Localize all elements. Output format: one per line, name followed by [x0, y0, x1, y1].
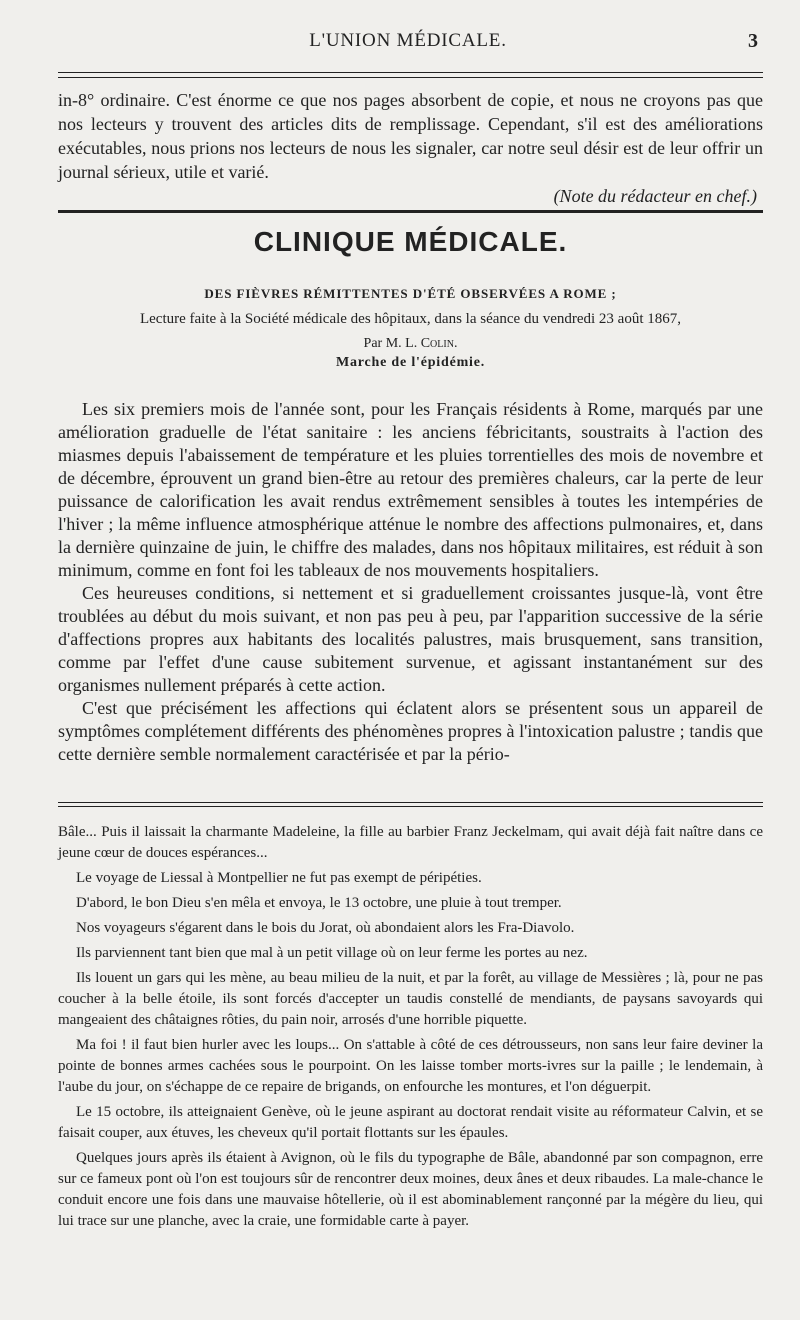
feuilleton-paragraph: Ils parviennent tant bien que mal à un petit village où on leur ferme les portes au nez. — [76, 945, 588, 961]
article-body — [58, 398, 763, 766]
author-name: Colin. — [420, 336, 458, 351]
author-line — [58, 336, 763, 352]
feuilleton-paragraph: D'abord, le bon Dieu s'en mêla et envoya, le 13 octobre, une pluie à tout tremper. — [76, 895, 562, 911]
body-paragraph: C'est que précisément les affections qui éclatent alors se présentent sous un appareil de symptômes complétement différents des phénomènes propres à l'intoxication palustre ; tandis que cette dernière semble normalement caractérisée et par la pério- — [58, 698, 763, 764]
editor-note — [58, 88, 763, 208]
editor-note-text: in-8° ordinaire. C'est énorme ce que nos pages absorbent de copie, et nous ne croyons pas que nos lecteurs y trouvent des articles dits de remplissage. Cependant, s'il est des améliorations exécutables, nous prions nos lecteurs de nous les signaler, car notre seul désir est de leur offrir un journal sérieux, utile et varié. — [58, 90, 763, 182]
feuilleton-paragraph: Quelques jours après ils étaient à Avignon, où le fils du typographe de Bâle, abandonné par son compagnon, erre sur ce fameux pont où l'on est toujours sûr de rencontrer deux moines, deux ânes et deux ribaudes. La male-chance le conduit encore une fois dans une mauvaise hôtellerie, où il est abominablement rançonné par la mégère du lieu, qui lui trace sur une planche, avec la craie, une formidable carte à payer. — [58, 1150, 763, 1229]
editor-signature: (Note du rédacteur en chef.) — [553, 186, 757, 206]
feuilleton-paragraph: Nos voyageurs s'égarent dans le bois du Jorat, où abondaient alors les Fra-Diavolo. — [76, 920, 575, 936]
article-title: DES FIÈVRES RÉMITTENTES D'ÉTÉ OBSERVÉES A ROME ; — [204, 286, 617, 301]
feuilleton-paragraph: Bâle... Puis il laissait la charmante Madeleine, la fille au barbier Franz Jeckelmam, qui avait déjà fait naître dans ce jeune cœur de douces espérances... — [58, 824, 763, 861]
section-rule — [58, 210, 763, 213]
section-title: CLINIQUE MÉDICALE. — [253, 226, 568, 257]
feuilleton-text — [58, 822, 763, 1236]
lecture-note: Lecture faite à la Société médicale des hôpitaux, dans la séance du vendredi 23 août 1867, — [139, 311, 682, 327]
section-subheading: Marche de l'épidémie. — [335, 355, 486, 370]
feuilleton-rule — [58, 802, 763, 803]
journal-title: L'UNION MÉDICALE. — [309, 30, 507, 51]
author-prefix: Par M. L. — [363, 336, 418, 351]
page-number: 3 — [748, 30, 758, 52]
running-head — [58, 28, 758, 64]
body-paragraph: Les six premiers mois de l'année sont, pour les Français résidents à Rome, marqués par une amélioration graduelle de l'état sanitaire : les anciens fébricitants, soustraits à l'action des miasmes depuis l'abaissement de température et les pluies torrentielles des mois de novembre et de décembre, éprouvent un grand bien-être au retour des premières chaleurs, car la perte de leur puissance de calorification les avait rendus extrêmement sensibles à toutes les intempéries de l'hiver ; la même influence atmosphérique atténue le nombre des affections pulmonaires, et, dans la dernière quinzaine de juin, le chiffre des malades, dans nos hôpitaux militaires, est réduit à son minimum, comme en font foi les tableaux de nos mouvements hospitaliers. — [58, 399, 763, 580]
feuilleton-paragraph: Le voyage de Liessal à Montpellier ne fut pas exempt de péripéties. — [76, 870, 482, 886]
feuilleton-paragraph: Ils louent un gars qui les mène, au beau milieu de la nuit, et par la forêt, au village de Messières ; là, pour ne pas coucher à la belle étoile, ils sont forcés d'accepter un taudis constellé de mendiants, de paysans savoyards qui mangeaient des châtaignes rôties, du pain noir, arrosés d'une horrible piquette. — [58, 970, 763, 1028]
body-paragraph: Ces heureuses conditions, si nettement et si graduellement croissantes jusque-là, vont être troublées au début du mois suivant, et non pas peu à peu, par l'apparition successive de la série d'affections propres aux habitants des localités palustres, mais brusquement, sans transition, comme par l'effet d'une cause subitement survenue, et agissant instantanément sur des organismes nullement préparés à cette action. — [58, 583, 763, 695]
feuilleton-paragraph: Ma foi ! il faut bien hurler avec les loups... On s'attable à côté de ces détrousseurs, non sans leur faire deviner la pointe de bonnes armes cachées sous le pourpoint. On les laisse tomber morts-ivres sur la paille ; le lendemain, à l'aube du jour, on s'échappe de ce repaire de brigands, on enfourche les montures, et l'on déguerpit. — [58, 1037, 763, 1095]
header-rule — [58, 72, 763, 73]
feuilleton-rule-second — [58, 806, 763, 807]
header-rule-second — [58, 77, 763, 78]
feuilleton-paragraph: Le 15 octobre, ils atteignaient Genève, où le jeune aspirant au doctorat rendait visite au réformateur Calvin, et se faisait couper, aux étuves, les cheveux qu'il portait flottants sur les épaules. — [58, 1104, 763, 1141]
